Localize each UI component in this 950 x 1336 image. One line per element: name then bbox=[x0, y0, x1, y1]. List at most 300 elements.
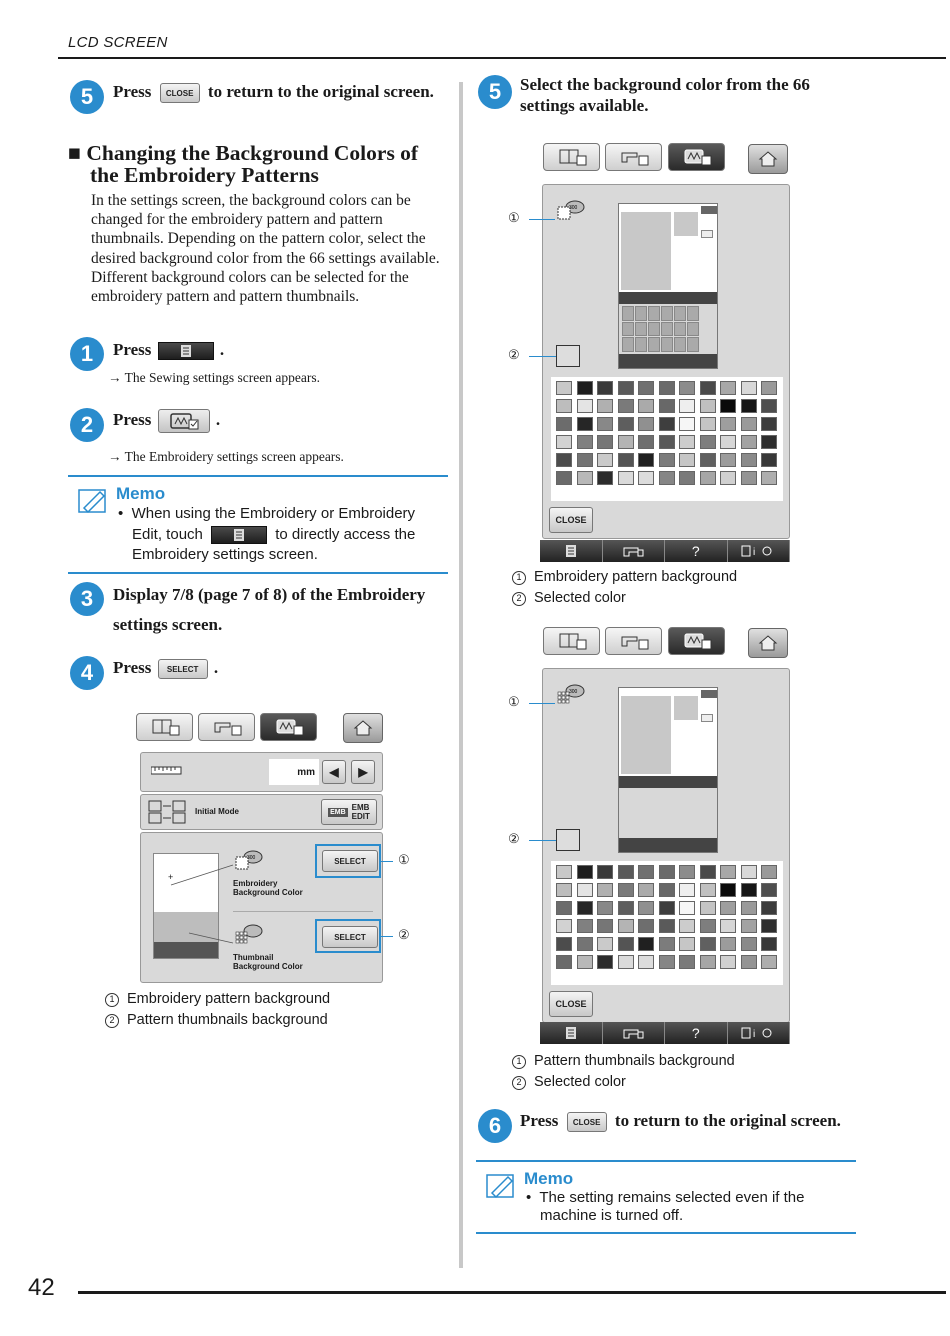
color-swatch[interactable] bbox=[556, 381, 572, 395]
color-swatch[interactable] bbox=[618, 865, 634, 879]
color-swatch[interactable] bbox=[720, 435, 736, 449]
color-swatch[interactable] bbox=[577, 883, 593, 897]
color-selection-screen-embroidery bbox=[540, 140, 792, 565]
caption-number: 2 bbox=[512, 592, 526, 606]
emb-edit-line1: EMB bbox=[351, 803, 370, 812]
settings-key-image bbox=[158, 342, 214, 360]
memo-line3: Embroidery settings screen. bbox=[132, 546, 318, 563]
settings-page-icon bbox=[233, 529, 245, 541]
memo-right-line1-text: The setting remains selected even if the bbox=[539, 1189, 805, 1206]
color-swatch[interactable] bbox=[638, 399, 654, 413]
emb-edit-toggle[interactable] bbox=[321, 799, 377, 825]
thumbnail-cell bbox=[635, 322, 647, 337]
color-swatch[interactable] bbox=[638, 471, 654, 485]
step-2-result-text: The Embroidery settings screen appears. bbox=[124, 449, 344, 464]
unit-row bbox=[140, 752, 383, 792]
memo-line2-post: to directly access the bbox=[275, 526, 416, 543]
color-swatch[interactable] bbox=[720, 955, 736, 969]
preview-pattern-area bbox=[621, 212, 671, 290]
color-swatch[interactable] bbox=[556, 955, 572, 969]
step-5-right-instruction bbox=[520, 74, 810, 116]
color-swatch[interactable] bbox=[618, 937, 634, 951]
preview-thumb bbox=[674, 696, 698, 720]
thumbnail-cell bbox=[648, 322, 660, 337]
color-swatch[interactable] bbox=[597, 883, 613, 897]
memo-right-line1: • The setting remains selected even if the bbox=[526, 1189, 805, 1206]
color-swatch[interactable] bbox=[761, 453, 777, 467]
color-swatch[interactable] bbox=[556, 399, 572, 413]
color-swatch[interactable] bbox=[700, 453, 716, 467]
color-swatch[interactable] bbox=[659, 471, 675, 485]
right-captions-b bbox=[512, 1051, 735, 1093]
caption-number: 2 bbox=[512, 1076, 526, 1090]
ruler-icon bbox=[151, 765, 183, 777]
preview-toolbar bbox=[619, 292, 717, 304]
info-key[interactable] bbox=[728, 540, 791, 562]
color-swatch[interactable] bbox=[679, 955, 695, 969]
caption-text: Embroidery pattern background bbox=[534, 569, 738, 585]
color-swatch[interactable] bbox=[761, 399, 777, 413]
callout-number-1-b: ① bbox=[508, 694, 520, 709]
color-swatch[interactable] bbox=[741, 453, 757, 467]
step-number-5-right: 5 bbox=[478, 75, 512, 109]
color-swatch[interactable] bbox=[741, 883, 757, 897]
callout-line-1 bbox=[381, 861, 393, 862]
color-swatch[interactable] bbox=[761, 901, 777, 915]
color-swatch[interactable] bbox=[597, 901, 613, 915]
section-body: In the settings screen, the background colors can be changed for the embroidery pattern and pattern thumbnails. Depending on the pattern color, select the desired background color from the 66 settings available. Different background colors can be selected for the embroidery pattern and pattern thumbnails. bbox=[91, 192, 440, 306]
thumbnail-cell bbox=[622, 322, 634, 337]
step-number-2: 2 bbox=[70, 408, 104, 442]
color-swatch[interactable] bbox=[556, 435, 572, 449]
step-5-right-line1: Select the background color from the 66 bbox=[520, 75, 810, 94]
tab-embroidery[interactable] bbox=[260, 713, 317, 741]
close-button[interactable]: CLOSE bbox=[549, 507, 593, 533]
memo-text-right bbox=[526, 1189, 804, 1225]
color-swatch[interactable] bbox=[741, 417, 757, 431]
color-swatch[interactable] bbox=[679, 865, 695, 879]
icon-badge: 300 bbox=[247, 855, 256, 861]
close-button-image: CLOSE bbox=[567, 1112, 607, 1132]
sewing-machine-icon bbox=[622, 544, 644, 558]
color-swatch[interactable] bbox=[700, 435, 716, 449]
color-swatch[interactable] bbox=[618, 435, 634, 449]
color-swatch[interactable] bbox=[679, 901, 695, 915]
select-thumbnail-bg-button[interactable]: SELECT bbox=[322, 926, 378, 948]
color-swatch[interactable] bbox=[659, 901, 675, 915]
color-swatch[interactable] bbox=[720, 471, 736, 485]
color-swatch[interactable] bbox=[618, 919, 634, 933]
color-swatch[interactable] bbox=[720, 919, 736, 933]
color-swatch[interactable] bbox=[761, 937, 777, 951]
preview-key bbox=[701, 230, 713, 238]
thumbnail-cell bbox=[622, 306, 634, 321]
step-2-press: Press bbox=[113, 410, 152, 429]
color-swatch[interactable] bbox=[618, 417, 634, 431]
color-swatch[interactable] bbox=[618, 901, 634, 915]
color-swatch[interactable] bbox=[741, 955, 757, 969]
step-4-press: Press bbox=[113, 658, 152, 677]
row-divider bbox=[233, 911, 373, 912]
bottom-bar bbox=[540, 1022, 790, 1044]
color-swatch[interactable] bbox=[597, 381, 613, 395]
step-1-press: Press bbox=[113, 340, 152, 359]
color-swatch[interactable] bbox=[720, 901, 736, 915]
memo-top-rule bbox=[68, 475, 448, 477]
memo-title: Memo bbox=[116, 484, 166, 503]
color-swatch[interactable] bbox=[659, 381, 675, 395]
color-swatch[interactable] bbox=[720, 399, 736, 413]
color-swatch[interactable] bbox=[577, 381, 593, 395]
color-swatch[interactable] bbox=[659, 937, 675, 951]
color-swatch[interactable] bbox=[700, 865, 716, 879]
tab-pattern-book[interactable] bbox=[543, 143, 600, 171]
tab-pattern-book[interactable] bbox=[136, 713, 193, 741]
color-swatch[interactable] bbox=[597, 865, 613, 879]
settings-key[interactable] bbox=[540, 540, 603, 562]
machine-help-key[interactable] bbox=[603, 540, 666, 562]
color-swatch[interactable] bbox=[679, 937, 695, 951]
help-key[interactable]: ? bbox=[665, 1022, 728, 1044]
color-swatch[interactable] bbox=[556, 901, 572, 915]
color-swatch[interactable] bbox=[597, 471, 613, 485]
color-swatch[interactable] bbox=[659, 435, 675, 449]
color-swatch[interactable] bbox=[741, 901, 757, 915]
thumbnail-bg-label bbox=[233, 953, 303, 971]
right-caption-b-2 bbox=[512, 1072, 735, 1093]
color-swatch[interactable] bbox=[618, 883, 634, 897]
color-swatch[interactable] bbox=[761, 919, 777, 933]
memo-top-rule-right bbox=[476, 1160, 856, 1162]
right-caption-b-1 bbox=[512, 1051, 735, 1072]
color-swatch[interactable] bbox=[618, 955, 634, 969]
callout-box-2 bbox=[315, 919, 381, 953]
step-1-result: → The Sewing settings screen appears. bbox=[108, 370, 320, 385]
color-swatch[interactable] bbox=[638, 417, 654, 431]
color-swatch[interactable] bbox=[638, 453, 654, 467]
color-swatch[interactable] bbox=[700, 901, 716, 915]
callout-line-1 bbox=[529, 703, 555, 704]
step-4-period: . bbox=[213, 658, 219, 677]
color-swatch[interactable] bbox=[700, 381, 716, 395]
color-swatch[interactable] bbox=[700, 883, 716, 897]
color-swatch[interactable] bbox=[720, 381, 736, 395]
memo-right-line2: machine is turned off. bbox=[540, 1207, 684, 1224]
color-swatch[interactable] bbox=[597, 417, 613, 431]
color-swatch-grid bbox=[551, 861, 783, 985]
color-swatch[interactable] bbox=[618, 453, 634, 467]
color-swatch[interactable] bbox=[577, 399, 593, 413]
thumbnail-cell bbox=[648, 306, 660, 321]
emb-edit-option bbox=[352, 803, 370, 821]
step-2-instruction bbox=[113, 406, 220, 434]
close-button[interactable]: CLOSE bbox=[549, 991, 593, 1017]
color-swatch[interactable] bbox=[700, 919, 716, 933]
embroidery-hoop-icon bbox=[682, 631, 712, 651]
color-panel bbox=[542, 184, 790, 539]
step-4-instruction bbox=[113, 654, 218, 682]
memo-line1: • When using the Embroidery or Embroidery bbox=[118, 505, 416, 522]
embroidery-settings-screen bbox=[136, 710, 386, 985]
color-swatch[interactable] bbox=[597, 937, 613, 951]
step-number-5: 5 bbox=[70, 80, 104, 114]
settings-key[interactable] bbox=[540, 1022, 603, 1044]
color-swatch[interactable] bbox=[638, 435, 654, 449]
color-swatch[interactable] bbox=[720, 865, 736, 879]
color-swatch[interactable] bbox=[638, 955, 654, 969]
color-swatch[interactable] bbox=[679, 417, 695, 431]
color-swatch[interactable] bbox=[556, 937, 572, 951]
tab-sewing-machine[interactable] bbox=[198, 713, 255, 741]
color-swatch[interactable] bbox=[556, 919, 572, 933]
color-swatch[interactable] bbox=[577, 901, 593, 915]
right-captions-a bbox=[512, 567, 737, 609]
left-caption-1 bbox=[105, 989, 330, 1010]
emb-option: EMB bbox=[330, 808, 346, 816]
color-swatch[interactable] bbox=[638, 919, 654, 933]
step-1-instruction bbox=[113, 336, 224, 364]
callout-number-1: ① bbox=[398, 852, 410, 867]
color-swatch-grid bbox=[551, 377, 783, 501]
color-swatch[interactable] bbox=[577, 417, 593, 431]
step-number-1: 1 bbox=[70, 337, 104, 371]
color-swatch[interactable] bbox=[618, 471, 634, 485]
header-rule bbox=[58, 57, 946, 59]
color-swatch[interactable] bbox=[659, 399, 675, 413]
color-swatch[interactable] bbox=[638, 901, 654, 915]
color-swatch[interactable] bbox=[679, 883, 695, 897]
color-swatch[interactable] bbox=[679, 453, 695, 467]
color-swatch[interactable] bbox=[761, 883, 777, 897]
color-swatch[interactable] bbox=[741, 919, 757, 933]
initial-mode-row bbox=[140, 794, 383, 830]
preview-thumb bbox=[674, 212, 698, 236]
color-swatch[interactable] bbox=[700, 955, 716, 969]
home-button[interactable] bbox=[748, 628, 788, 658]
color-swatch[interactable] bbox=[720, 937, 736, 951]
color-swatch[interactable] bbox=[761, 381, 777, 395]
sewing-machine-icon bbox=[619, 631, 649, 651]
color-swatch[interactable] bbox=[679, 381, 695, 395]
tab-embroidery[interactable] bbox=[668, 143, 725, 171]
thumbnail-cell bbox=[635, 337, 647, 352]
callout-number-1-a: ① bbox=[508, 210, 520, 225]
section-marker: ■ bbox=[68, 141, 81, 165]
callout-number-2-b: ② bbox=[508, 831, 520, 846]
info-icon bbox=[740, 544, 776, 558]
emb-edit-line2: EDIT bbox=[351, 812, 370, 821]
callout-number-2-a: ② bbox=[508, 347, 520, 362]
right-caption-a-2 bbox=[512, 588, 737, 609]
color-swatch[interactable] bbox=[741, 381, 757, 395]
preview-bottom-bar bbox=[619, 838, 717, 852]
embroidery-hoop-icon bbox=[682, 147, 712, 167]
embroidery-bg-label-l2: Background Color bbox=[233, 888, 303, 897]
bottom-bar bbox=[540, 540, 790, 562]
color-swatch[interactable] bbox=[720, 453, 736, 467]
color-swatch[interactable] bbox=[761, 865, 777, 879]
preview-thumbnail-grid bbox=[619, 304, 717, 354]
step-3-instruction bbox=[113, 580, 425, 640]
tab-embroidery[interactable] bbox=[668, 627, 725, 655]
icon-badge: 300 bbox=[569, 205, 578, 211]
color-swatch[interactable] bbox=[741, 937, 757, 951]
color-swatch[interactable] bbox=[577, 937, 593, 951]
color-swatch[interactable] bbox=[638, 937, 654, 951]
color-swatch[interactable] bbox=[741, 435, 757, 449]
caption-number: 1 bbox=[512, 1055, 526, 1069]
color-swatch[interactable] bbox=[659, 417, 675, 431]
settings-key-image-memo bbox=[211, 526, 267, 544]
color-swatch[interactable] bbox=[556, 453, 572, 467]
preview-key bbox=[701, 690, 717, 698]
tab-pattern-book[interactable] bbox=[543, 627, 600, 655]
color-swatch[interactable] bbox=[679, 919, 695, 933]
color-swatch[interactable] bbox=[638, 865, 654, 879]
thumbnail-cell bbox=[648, 337, 660, 352]
step-3-line2: settings screen. bbox=[113, 615, 223, 634]
preview-screen bbox=[618, 687, 718, 853]
tab-sewing-machine[interactable] bbox=[605, 627, 662, 655]
color-swatch[interactable] bbox=[679, 435, 695, 449]
step-5-press: Press bbox=[113, 82, 152, 101]
color-swatch[interactable] bbox=[720, 883, 736, 897]
home-button[interactable] bbox=[748, 144, 788, 174]
color-swatch[interactable] bbox=[577, 955, 593, 969]
color-swatch[interactable] bbox=[638, 381, 654, 395]
next-arrow-button[interactable]: ▶ bbox=[351, 760, 375, 784]
color-swatch[interactable] bbox=[741, 471, 757, 485]
color-swatch[interactable] bbox=[597, 435, 613, 449]
memo-pencil-icon bbox=[486, 1171, 518, 1204]
color-swatch[interactable] bbox=[577, 919, 593, 933]
select-embroidery-bg-button[interactable]: SELECT bbox=[322, 850, 378, 872]
book-icon bbox=[557, 147, 587, 167]
step-5-rest: to return to the original screen. bbox=[207, 82, 434, 101]
step-3-line1: Display 7/8 (page 7 of 8) of the Embroidery bbox=[113, 585, 426, 604]
color-swatch[interactable] bbox=[659, 883, 675, 897]
machine-help-key[interactable] bbox=[603, 1022, 666, 1044]
memo-title-right: Memo bbox=[524, 1169, 574, 1188]
color-swatch[interactable] bbox=[556, 471, 572, 485]
home-button[interactable] bbox=[343, 713, 383, 743]
home-icon bbox=[353, 719, 373, 737]
embroidery-bg-icon bbox=[555, 199, 585, 226]
color-swatch[interactable] bbox=[577, 471, 593, 485]
preview-key bbox=[701, 206, 717, 214]
thumbnail-cell bbox=[687, 322, 699, 337]
embroidery-hoop-icon bbox=[274, 717, 304, 737]
thumbnail-cell bbox=[661, 322, 673, 337]
color-swatch[interactable] bbox=[597, 453, 613, 467]
settings-page-icon bbox=[564, 1026, 578, 1040]
tab-sewing-machine[interactable] bbox=[605, 143, 662, 171]
section-title-line1: Changing the Background Colors of bbox=[86, 141, 419, 165]
color-swatch[interactable] bbox=[659, 865, 675, 879]
color-swatch[interactable] bbox=[577, 865, 593, 879]
step-1-result-text: The Sewing settings screen appears. bbox=[124, 370, 320, 385]
svg-text:i: i bbox=[753, 1029, 756, 1040]
color-swatch[interactable] bbox=[597, 955, 613, 969]
thumbnail-cell bbox=[661, 306, 673, 321]
memo-line1-text: When using the Embroidery or Embroidery bbox=[131, 505, 416, 522]
step-2-period: . bbox=[215, 410, 221, 429]
info-key[interactable] bbox=[728, 1022, 791, 1044]
preview-key bbox=[701, 714, 713, 722]
color-swatch[interactable] bbox=[556, 865, 572, 879]
color-swatch[interactable] bbox=[700, 399, 716, 413]
leader-line-1 bbox=[167, 861, 237, 891]
step-number-4: 4 bbox=[70, 656, 104, 690]
memo-bottom-rule bbox=[68, 572, 448, 574]
color-swatch[interactable] bbox=[618, 381, 634, 395]
memo-line2-pre: Edit, touch bbox=[132, 526, 203, 543]
thumbnail-cell bbox=[661, 337, 673, 352]
sewing-machine-icon bbox=[622, 1026, 644, 1040]
caption-text: Selected color bbox=[534, 1074, 626, 1090]
step-number-3: 3 bbox=[70, 582, 104, 616]
step-5-instruction bbox=[113, 78, 434, 106]
color-swatch[interactable] bbox=[741, 865, 757, 879]
color-panel bbox=[542, 668, 790, 1023]
color-swatch[interactable] bbox=[700, 417, 716, 431]
color-swatch[interactable] bbox=[577, 453, 593, 467]
color-swatch[interactable] bbox=[679, 399, 695, 413]
step-number-6: 6 bbox=[478, 1109, 512, 1143]
step-5-right-line2: settings available. bbox=[520, 96, 649, 115]
initial-mode-label: Initial Mode bbox=[195, 807, 239, 816]
color-swatch[interactable] bbox=[618, 399, 634, 413]
color-swatch[interactable] bbox=[659, 453, 675, 467]
color-swatch[interactable] bbox=[659, 955, 675, 969]
color-swatch[interactable] bbox=[556, 417, 572, 431]
info-icon bbox=[740, 1026, 776, 1040]
thumbnail-cell bbox=[687, 306, 699, 321]
color-swatch[interactable] bbox=[556, 883, 572, 897]
settings-page-icon bbox=[564, 544, 578, 558]
color-swatch[interactable] bbox=[761, 955, 777, 969]
color-swatch[interactable] bbox=[577, 435, 593, 449]
color-swatch[interactable] bbox=[761, 435, 777, 449]
color-swatch[interactable] bbox=[597, 399, 613, 413]
callout-line-2 bbox=[529, 840, 556, 841]
color-swatch[interactable] bbox=[659, 919, 675, 933]
color-swatch[interactable] bbox=[638, 883, 654, 897]
previous-arrow-button[interactable]: ◀ bbox=[322, 760, 346, 784]
book-icon bbox=[557, 631, 587, 651]
left-caption-2 bbox=[105, 1010, 330, 1031]
select-button-image: SELECT bbox=[158, 659, 208, 679]
close-button-image: CLOSE bbox=[160, 83, 200, 103]
home-icon bbox=[758, 634, 778, 652]
home-icon bbox=[758, 150, 778, 168]
caption-number: 2 bbox=[105, 1014, 119, 1028]
callout-box-1 bbox=[315, 844, 381, 878]
color-swatch[interactable] bbox=[597, 919, 613, 933]
color-swatch[interactable] bbox=[679, 471, 695, 485]
color-swatch[interactable] bbox=[720, 417, 736, 431]
help-key[interactable]: ? bbox=[665, 540, 728, 562]
caption-text: Embroidery pattern background bbox=[127, 991, 331, 1007]
left-captions bbox=[105, 989, 330, 1031]
color-swatch[interactable] bbox=[761, 417, 777, 431]
thumbnail-cell bbox=[674, 337, 686, 352]
color-swatch[interactable] bbox=[741, 399, 757, 413]
caption-number: 1 bbox=[512, 571, 526, 585]
color-swatch[interactable] bbox=[700, 937, 716, 951]
color-swatch[interactable] bbox=[700, 471, 716, 485]
color-swatch[interactable] bbox=[761, 471, 777, 485]
